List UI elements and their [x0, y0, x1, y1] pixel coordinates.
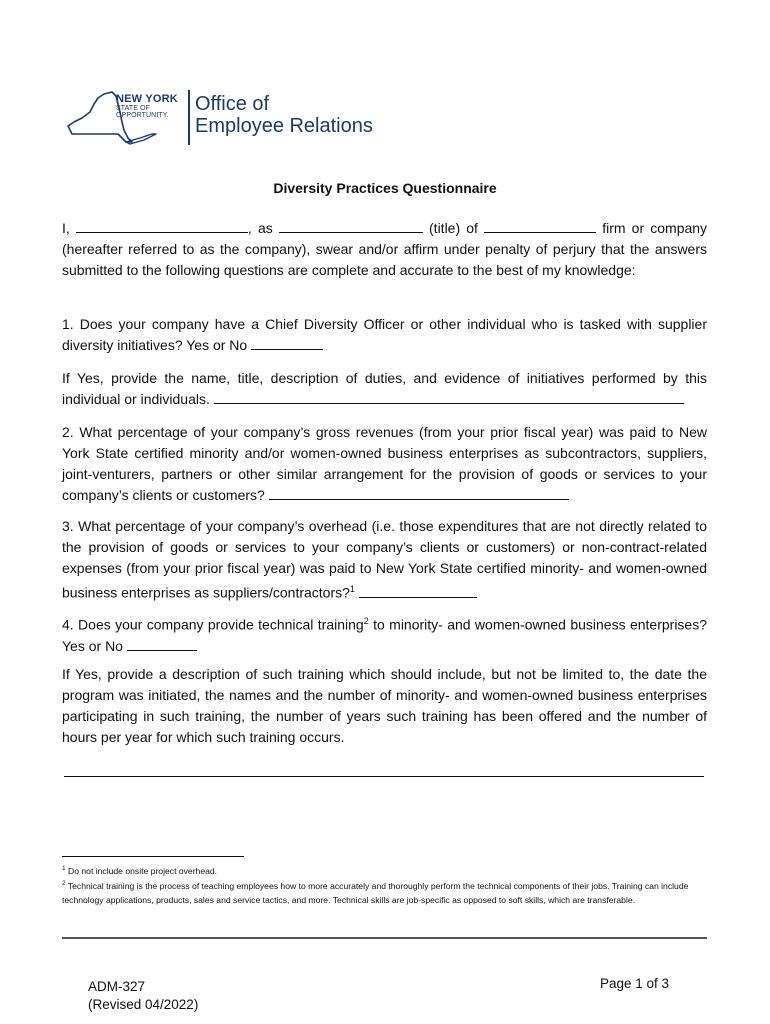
- footnote-separator: [62, 856, 244, 857]
- answer-line[interactable]: [64, 776, 704, 777]
- question-4: [62, 611, 707, 657]
- footnote-2: [62, 877, 702, 907]
- q3-blank[interactable]: [359, 583, 477, 598]
- page-title: Diversity Practices Questionnaire: [273, 180, 497, 196]
- footnote-2-text: Technical training is the process of teaching employees how to more accurately and thoroughly perform the technical components of their jobs. Training can include technology applications, products, sales and service tactics, and more. Technical skills are job-specific as opposed to soft skills, which are transferable.: [62, 880, 689, 905]
- question-1: [62, 314, 707, 356]
- revision-date: (Revised 04/2022): [88, 997, 199, 1012]
- question-1-followup: [62, 368, 707, 410]
- footnote-ref-1: 1: [349, 584, 355, 594]
- form-number: ADM-327: [88, 979, 146, 994]
- footnote-1: [62, 862, 702, 878]
- question-4-text-b: to minority- and women-owned business enterprises? Yes or No: [62, 616, 708, 654]
- state-line-3: OPPORTUNITY.: [116, 112, 169, 119]
- office-name: [195, 93, 373, 137]
- nys-oer-logo: [60, 82, 400, 150]
- question-4-text-a: 4. Does your company provide technical training: [62, 616, 364, 633]
- q1-yes-no-blank[interactable]: [251, 335, 323, 350]
- state-wordmark: [116, 94, 178, 119]
- footer-rule: [62, 937, 707, 939]
- question-3-text: 3. What percentage of your company’s overhead (i.e. those expenditures that are not directly related to the provision of goods or services to your company’s clients or customers) or non-contract-related expenses (from your prior fiscal year) was paid to New York State certified minority- and women-owned business enterprises as suppliers/contractors?: [62, 518, 707, 601]
- question-4-followup: [62, 664, 707, 748]
- office-line-1: Office of: [195, 93, 270, 115]
- footnote-ref-2: 2: [363, 616, 369, 626]
- intro-text-4: firm or company (hereafter referred to as the company), swear and/or affirm under penalty of perjury that the answers submitted to the following questions are complete and accurate to the best of my knowledge:: [62, 220, 708, 278]
- question-3: [62, 516, 707, 604]
- name-blank[interactable]: [76, 218, 248, 233]
- q4-yes-no-blank[interactable]: [127, 636, 197, 651]
- question-2: [62, 422, 707, 506]
- question-1-followup-text: If Yes, provide the name, title, description of duties, and evidence of initiatives performed by this individual or individuals.: [62, 370, 707, 407]
- footnote-2-number: 2: [62, 880, 66, 887]
- question-4-followup-text: If Yes, provide a description of such training which should include, but not be limited to, the date the program was initiated, the names and the number of minority- and women-owned business enterprises participating in such training, the number of years such training has been offered and the number of hours per year for which such training occurs.: [62, 666, 707, 745]
- intro-paragraph: [62, 218, 707, 281]
- intro-text-1: I,: [62, 220, 70, 236]
- office-line-2: Employee Relations: [195, 115, 373, 137]
- firm-blank[interactable]: [484, 218, 596, 233]
- state-line-2: STATE OF: [116, 105, 150, 112]
- state-line-1: NEW YORK: [116, 93, 178, 105]
- question-1-text: 1. Does your company have a Chief Diversity Officer or other individual who is tasked with supplier diversity initiatives? Yes or No: [62, 316, 707, 353]
- form-identifier: [88, 978, 198, 1014]
- q2-blank[interactable]: [269, 485, 569, 500]
- title-blank[interactable]: [279, 218, 423, 233]
- intro-text-3: (title) of: [429, 220, 478, 236]
- page-number: Page 1 of 3: [600, 976, 670, 991]
- footnote-1-text: Do not include onsite project overhead.: [65, 865, 218, 876]
- logo-divider: [188, 90, 190, 145]
- intro-text-2: , as: [247, 220, 273, 236]
- question-2-text: 2. What percentage of your company’s gross revenues (from your prior fiscal year) was paid to New York State certified minority and/or women-owned business enterprises as subcontractors, suppliers, joint-venturers, partners or other similar arrangement for the provision of goods or services to your company’s clients or customers?: [62, 424, 707, 503]
- q1-followup-blank[interactable]: [214, 389, 684, 404]
- footnote-1-number: 1: [62, 865, 66, 872]
